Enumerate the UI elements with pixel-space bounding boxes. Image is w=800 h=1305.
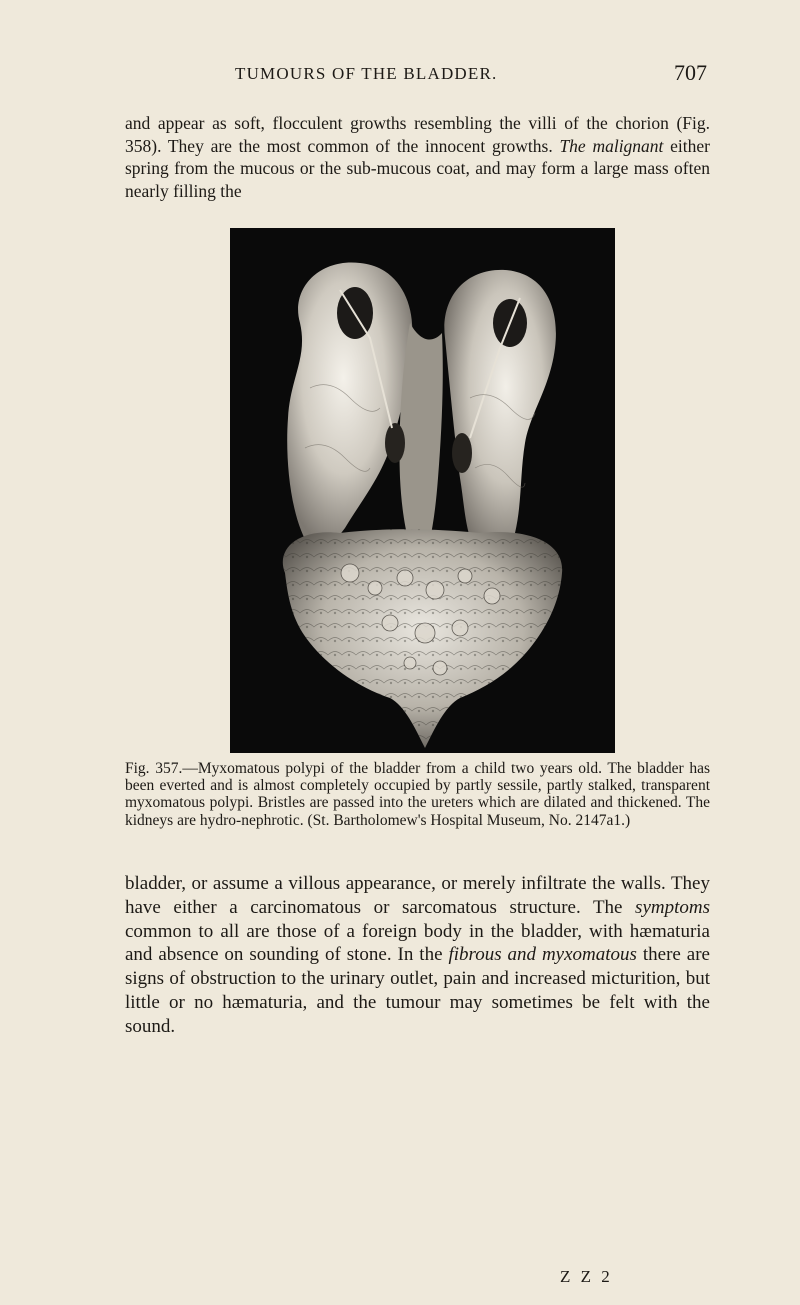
figure-caption bbox=[125, 760, 710, 829]
figure-photograph bbox=[230, 228, 615, 833]
bottom-paragraph bbox=[125, 872, 710, 1039]
top-paragraph-italic-1: The malignant bbox=[559, 135, 664, 156]
top-paragraph-text-2: either spring from the mucous or the sub-mucous coat, and may form a large mass often nearly filling the bbox=[125, 135, 710, 201]
bottom-paragraph-text-3: there are signs of obstruction to the urinary outlet, pain and increased micturition, but little or no hæmaturia, and the tumour may sometimes be felt with the sound. bbox=[125, 944, 710, 1037]
figure-caption-body: The bladder has been everted and is almost completely occupied by partly sessile, partly stalked, transparent myxomatous polypi. Bristles are passed into the ureters which are dilated and thickened. The kidneys are hydro-nephrotic. (St. Bartholomew's Hospital Museum, No. 2147a1.) bbox=[125, 760, 710, 829]
bladder-specimen-illustration bbox=[230, 228, 615, 753]
signature-mark: Z Z 2 bbox=[560, 1267, 613, 1286]
top-paragraph bbox=[125, 112, 710, 202]
bottom-paragraph-italic-2: fibrous and myxomatous bbox=[448, 944, 637, 966]
bottom-paragraph-text-1: bladder, or assume a villous appearance, or merely infiltrate the walls. They have either a carcinomatous or sarcomatous structure. The bbox=[125, 873, 710, 918]
ureter-dark-right bbox=[452, 433, 472, 473]
page-number: 707 bbox=[674, 60, 707, 85]
figure-label: Fig. 357. bbox=[125, 760, 183, 777]
bottom-paragraph-italic-1: symptoms bbox=[635, 896, 710, 918]
running-head bbox=[125, 60, 707, 88]
figure-caption-lead: —Myxomatous polypi of the bladder from a child two years old. bbox=[182, 760, 602, 777]
running-title: TUMOURS OF THE BLADDER. bbox=[235, 64, 498, 83]
bottom-paragraph-text-2: common to all are those of a foreign body in the bladder, with hæmaturia and absence on sounding of stone. In the bbox=[125, 920, 710, 966]
top-paragraph-text-1: and appear as soft, flocculent growths resembling the villi of the chorion (Fig. 358). They are the most common of the innocent growths. bbox=[125, 113, 710, 156]
ureter-dark-left bbox=[385, 423, 405, 463]
